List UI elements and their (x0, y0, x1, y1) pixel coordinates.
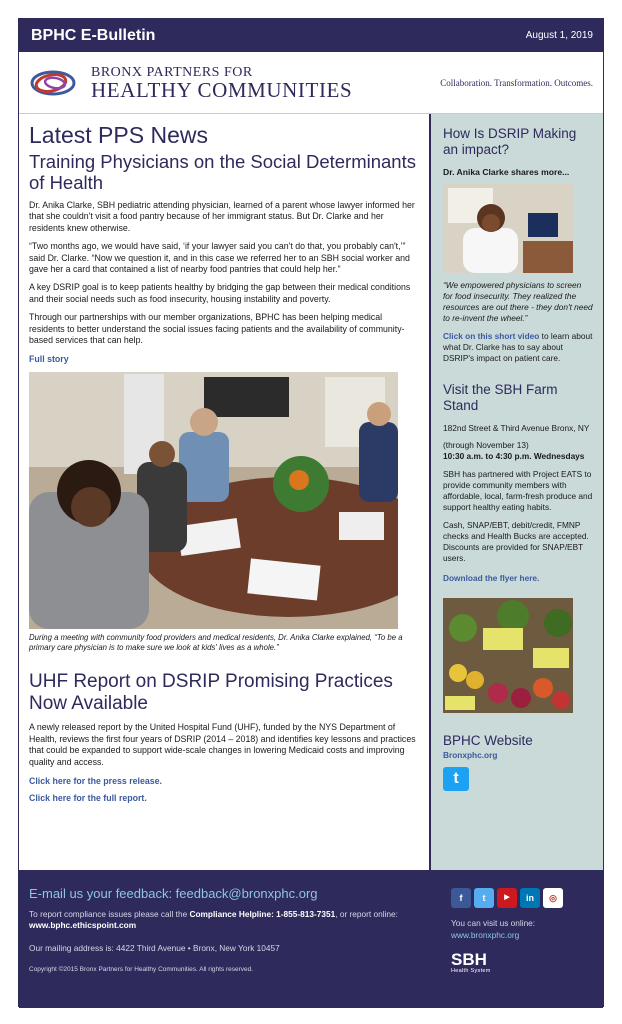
twitter-icon[interactable]: t (474, 888, 494, 908)
bulletin-title: BPHC E-Bulletin (31, 26, 156, 44)
bphc-icon[interactable]: ◎ (543, 888, 563, 908)
tagline: Collaboration. Transformation. Outcomes. (440, 77, 593, 88)
full-report-link[interactable]: Click here for the full report. (29, 793, 147, 804)
mailing-address: Our mailing address is: 4422 Third Avenue • Bronx, New York 10457 (29, 943, 280, 953)
linkedin-icon[interactable]: in (520, 888, 540, 908)
dsrip-subtitle: Dr. Anika Clarke shares more... (443, 167, 570, 177)
farm-dates: (through November 13) (443, 440, 529, 450)
top-bar (19, 19, 603, 52)
doctor-photo[interactable] (443, 183, 573, 273)
ethicspoint-link[interactable]: www.bphc.ethicspoint.com (29, 920, 137, 930)
produce-photo (443, 598, 573, 713)
visit-link[interactable]: www.bronxphc.org (451, 930, 520, 940)
dsrip-quote: “We empowered physicians to screen for food insecurity. They realized the resources are out there - they don't need to re-invent the wheel.” (443, 280, 593, 323)
copyright: Copyright ©2015 Bronx Partners for Healthy Communities. All rights reserved. (29, 966, 254, 973)
farm-payment: Cash, SNAP/EBT, debit/credit, FMNP checks and Health Bucks are accepted. Discounts are provided for SNAP/EBT users. (443, 520, 589, 563)
footer (19, 870, 603, 1008)
article-1-paragraph: Dr. Anika Clarke, SBH pediatric attending physician, learned of a parent whose lawyer informed her that she couldn't visit a food pantry because of her immigrant status. But Dr. Clarke and her residents knew otherwise. (29, 200, 415, 233)
farm-paragraph: SBH has partnered with Project EATS to provide community members with affordable, local, farm-fresh produce and support healthy eating habits. (443, 469, 593, 512)
header (19, 52, 603, 114)
farm-stand-title: Visit the SBH Farm Stand (443, 382, 558, 413)
sbh-logo: SBH (451, 950, 487, 969)
article-2-title: UHF Report on DSRIP Promising Practices Now Available (29, 671, 393, 715)
compliance-text: To report compliance issues please call the Compliance Helpline: 1-855-813-7351, or report online: www.bphc.ethicspoint.com (29, 909, 398, 930)
social-icons (451, 888, 563, 908)
facebook-icon[interactable]: f (451, 888, 471, 908)
footer-left (29, 886, 437, 1008)
rings-icon (29, 68, 77, 98)
website-title: BPHC Website (443, 733, 533, 748)
visit-text: You can visit us online: (451, 918, 536, 928)
farm-hours: 10:30 a.m. to 4:30 p.m. Wednesdays (443, 451, 585, 461)
video-link[interactable]: Click on this short video (443, 331, 540, 341)
dsrip-text: Click on this short video to learn about what Dr. Clarke has to say about DSRIP's impact on patient care. (443, 331, 593, 363)
footer-right (437, 886, 563, 1008)
farm-address: 182nd Street & Third Avenue Bronx, NY (443, 423, 590, 433)
twitter-icon[interactable]: t (443, 767, 469, 791)
youtube-icon[interactable]: ▶ (497, 888, 517, 908)
bphc-logo[interactable] (29, 65, 352, 101)
sbh-logo-subtitle: Health System (451, 968, 491, 974)
logo-line-1: BRONX PARTNERS FOR (91, 64, 253, 80)
full-story-link[interactable]: Full story (29, 354, 69, 365)
section-title: Latest PPS News (29, 122, 208, 148)
article-2-paragraph: A newly released report by the United Hospital Fund (UHF), funded by the NYS Department of Health, reviews the first four years of DSRIP (2014 – 2018) and identifies key lessons and practices that could be expanded to support wide-scale changes in lowering Medicaid costs and improving quality and access. (29, 722, 416, 767)
press-release-link[interactable]: Click here for the press release. (29, 776, 162, 787)
flyer-link[interactable]: Download the flyer here. (443, 573, 540, 583)
main-column (19, 114, 429, 870)
logo-line-2: HEALTHY COMMUNITIES (91, 77, 353, 102)
article-1-paragraph: Through our partnerships with our member organizations, BPHC has been helping medical residents to better understand the social issues facing patients and the availability of community-based services that can help. (29, 312, 405, 346)
newsletter (18, 18, 604, 1007)
bulletin-date: August 1, 2019 (525, 30, 593, 41)
dsrip-title: How Is DSRIP Making an impact? (443, 126, 577, 157)
feedback-email[interactable]: E-mail us your feedback: feedback@bronxphc.org (29, 886, 318, 901)
sidebar (429, 114, 603, 870)
photo-caption: During a meeting with community food providers and medical residents, Dr. Anika Clarke explained, “To be a primary care physician is to make sure we look at kids' lives as a whole.” (29, 633, 403, 653)
article-1-paragraph: “Two months ago, we would have said, ‘if your lawyer said you can't do that, you probably can't,’” said Dr. Clarke. “Now we question it, and in this case we referred her to an SBH social worker and gave her a card that contained a list of nearby food pantries that could help her.” (29, 241, 410, 275)
meeting-photo (29, 372, 398, 629)
article-1-paragraph: A key DSRIP goal is to keep patients healthy by bridging the gap between their medical conditions and their social needs such as food insecurity, housing instability and poverty. (29, 282, 411, 304)
article-1-title: Training Physicians on the Social Determinants of Health (29, 151, 416, 193)
website-link[interactable]: Bronxphc.org (443, 750, 498, 760)
content-area (19, 114, 603, 870)
